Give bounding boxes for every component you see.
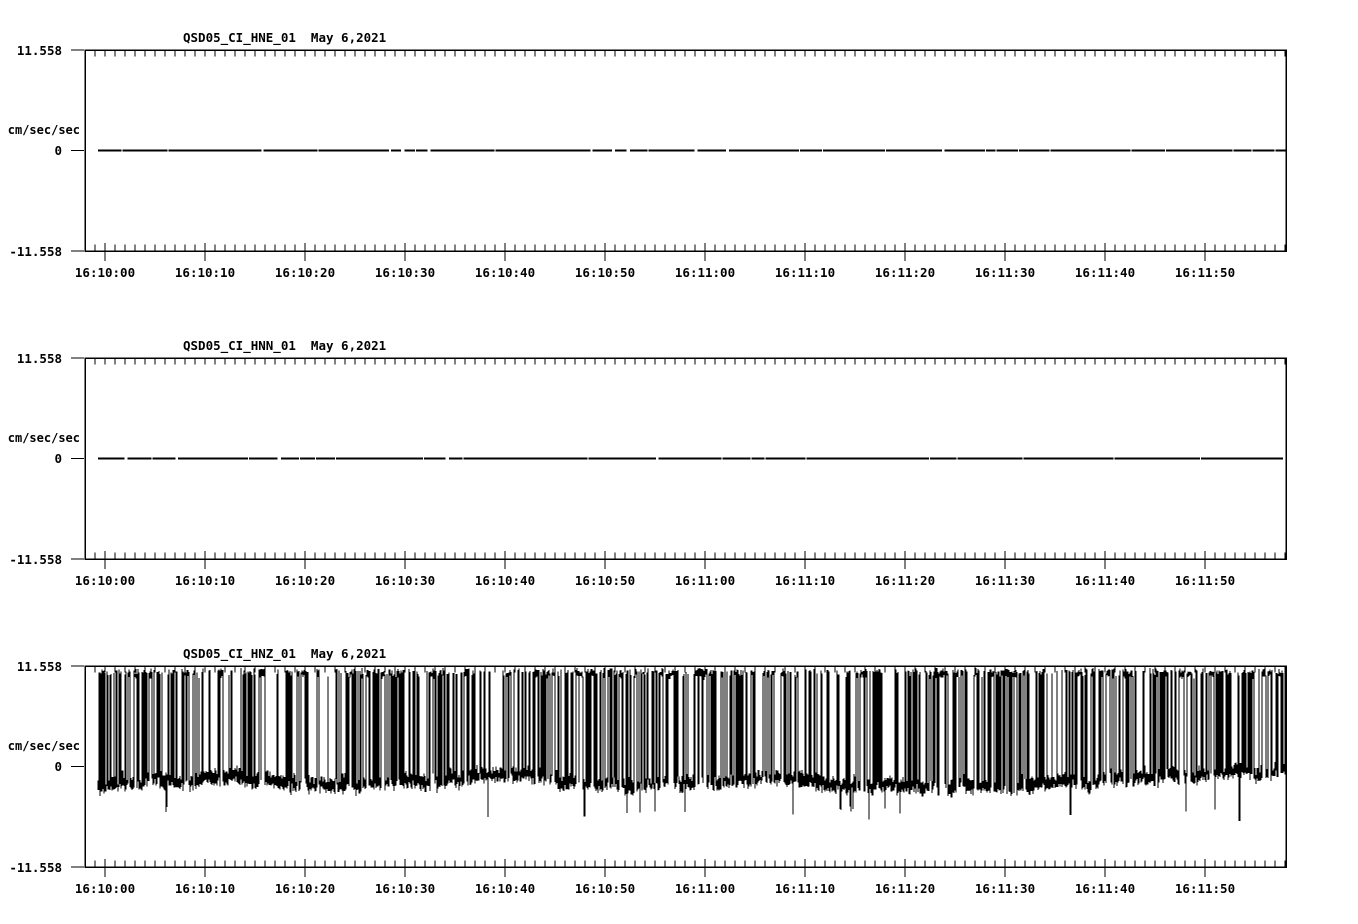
x-tick-label: 16:10:10 — [174, 573, 236, 588]
x-tick-label: 16:10:50 — [574, 881, 636, 896]
x-tick-label: 16:11:50 — [1174, 265, 1236, 280]
y-axis-ticks — [71, 50, 84, 251]
x-tick-label: 16:11:20 — [874, 573, 936, 588]
x-tick-label: 16:11:10 — [774, 881, 836, 896]
x-tick-label: 16:10:30 — [374, 881, 436, 896]
y-tick-label-max: 11.558 — [16, 659, 62, 674]
x-tick-label: 16:10:00 — [74, 573, 136, 588]
x-tick-label: 16:11:50 — [1174, 573, 1236, 588]
y-tick-label-min: -11.558 — [9, 552, 62, 567]
x-tick-label: 16:11:00 — [674, 881, 736, 896]
y-axis-unit-label: cm/sec/sec — [7, 431, 80, 445]
x-tick-label: 16:11:00 — [674, 573, 736, 588]
chart-title: QSD05_CI_HNE_01 May 6,2021 — [183, 30, 387, 45]
y-axis-unit-label: cm/sec/sec — [7, 739, 80, 753]
x-tick-label: 16:10:40 — [474, 265, 536, 280]
x-tick-label: 16:11:10 — [774, 265, 836, 280]
x-tick-label: 16:10:20 — [274, 881, 336, 896]
x-tick-label: 16:11:40 — [1074, 881, 1136, 896]
y-tick-label-zero: 0 — [54, 143, 62, 158]
x-tick-label: 16:10:10 — [174, 265, 236, 280]
waveform-trace — [98, 668, 1286, 821]
waveform-plot — [0, 616, 1358, 924]
x-tick-label: 16:10:20 — [274, 573, 336, 588]
x-tick-label: 16:10:00 — [74, 881, 136, 896]
y-axis-ticks — [71, 666, 84, 867]
seismogram-channel-hnz — [0, 616, 1358, 924]
chart-title: QSD05_CI_HNZ_01 May 6,2021 — [183, 646, 387, 661]
x-tick-label: 16:11:20 — [874, 881, 936, 896]
y-tick-label-min: -11.558 — [9, 860, 62, 875]
chart-title: QSD05_CI_HNN_01 May 6,2021 — [183, 338, 387, 353]
x-tick-label: 16:10:50 — [574, 265, 636, 280]
x-tick-label: 16:10:40 — [474, 881, 536, 896]
y-tick-label-zero: 0 — [54, 451, 62, 466]
y-tick-label-max: 11.558 — [16, 351, 62, 366]
x-tick-label: 16:11:40 — [1074, 573, 1136, 588]
y-tick-label-max: 11.558 — [16, 43, 62, 58]
x-tick-label: 16:10:00 — [74, 265, 136, 280]
y-axis-ticks — [71, 358, 84, 559]
waveform-plot — [0, 308, 1358, 616]
x-tick-label: 16:10:30 — [374, 573, 436, 588]
y-tick-label-min: -11.558 — [9, 244, 62, 259]
x-tick-label: 16:10:20 — [274, 265, 336, 280]
x-tick-label: 16:10:50 — [574, 573, 636, 588]
x-tick-label: 16:11:30 — [974, 265, 1036, 280]
y-axis-unit-label: cm/sec/sec — [7, 123, 80, 137]
x-tick-label: 16:10:10 — [174, 881, 236, 896]
y-tick-label-zero: 0 — [54, 759, 62, 774]
waveform-plot — [0, 0, 1358, 308]
x-tick-label: 16:11:00 — [674, 265, 736, 280]
x-tick-label: 16:11:30 — [974, 881, 1036, 896]
x-tick-label: 16:11:20 — [874, 265, 936, 280]
x-tick-label: 16:10:40 — [474, 573, 536, 588]
x-tick-label: 16:11:40 — [1074, 265, 1136, 280]
x-tick-label: 16:11:10 — [774, 573, 836, 588]
x-tick-label: 16:11:30 — [974, 573, 1036, 588]
x-tick-label: 16:10:30 — [374, 265, 436, 280]
seismogram-channel-hnn — [0, 308, 1358, 616]
x-tick-label: 16:11:50 — [1174, 881, 1236, 896]
seismogram-channel-hne — [0, 0, 1358, 308]
